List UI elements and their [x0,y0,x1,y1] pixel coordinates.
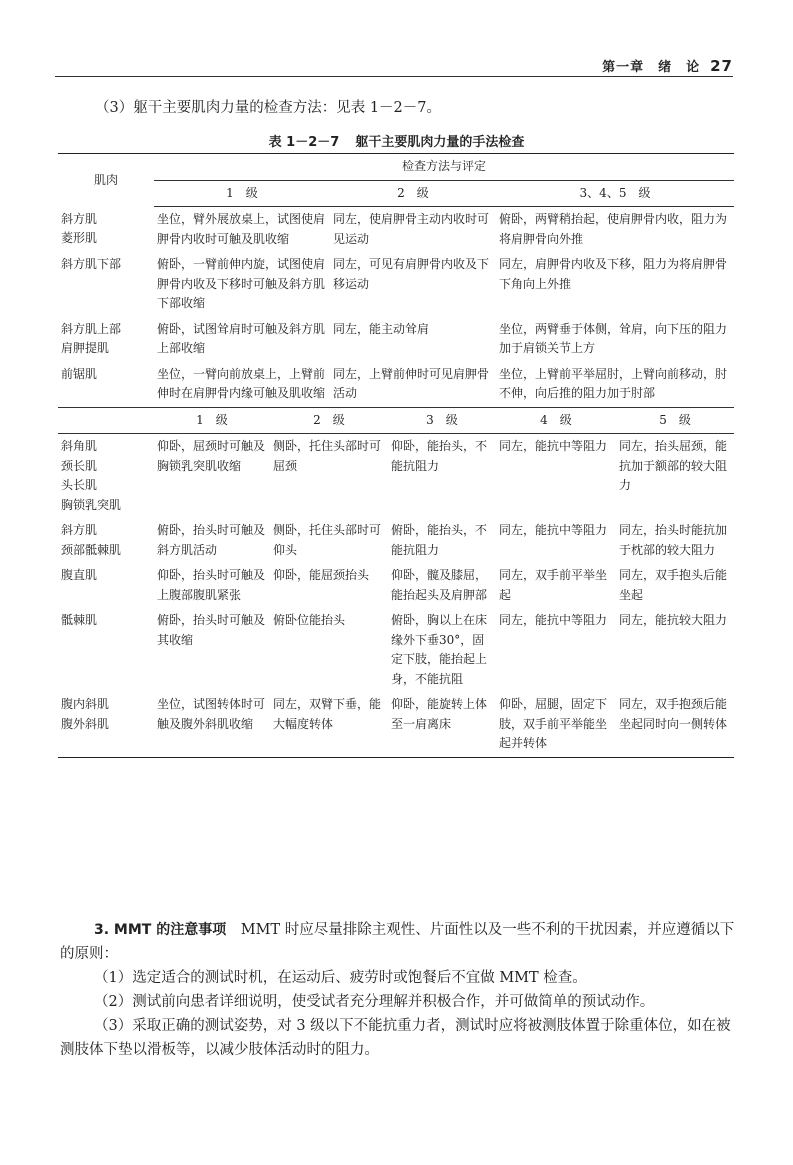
row-muscle: 斜角肌 颈长肌 头长肌 胸锁乳突肌 [61,439,122,512]
page-number: 27 [710,57,733,75]
p2-grade-4: 4 级 [496,407,616,434]
row-muscle: 前锯肌 [61,366,98,381]
row-g3: 俯卧，能抬头，不能抗阻力 [391,523,488,557]
table-row [58,608,734,692]
row-g4: 同左，能抗中等阻力 [499,523,608,537]
row-g1: 俯卧，抬头时可触及斜方肌活动 [157,523,266,557]
table-row [58,207,734,253]
row-g1: 俯卧，一臂前伸内旋，试图使肩胛骨内收及下移时可触及斜方肌下部收缩 [157,257,326,310]
row-muscle: 腹内斜肌 腹外斜肌 [58,692,154,757]
running-title [602,56,733,75]
p2-grade-3: 3 级 [388,407,496,434]
running-header [55,52,733,77]
mmt-point-2: （2）测试前向患者详细说明，使受试者充分理解并积极合作，并可做简单的预试动作。 [94,994,655,1010]
mmt-point-1: （1）选定适合的测试时机，在运动后、疲劳时或饱餐后不宜做 MMT 检查。 [94,970,587,986]
row-g4: 同左，双手前平举坐起 [499,568,608,602]
row-g4: 同左，能抗中等阻力 [499,439,608,453]
p2-grade-1: 1 级 [154,407,270,434]
row-g3: 俯卧，胸以上在床缘外下垂30°，固定下肢，能抬起上身，不能抗阻 [391,613,488,686]
p1-grade-345: 3、4、5 级 [496,180,734,207]
muscle-test-table [58,153,734,758]
intro-line: （3）躯干主要肌肉力量的检查方法：见表 1－2－7。 [95,100,442,116]
row-g2: 同左，可见有肩胛骨内收及下移运动 [333,257,490,291]
chapter-title: 第一章 绪 论 [602,60,701,75]
row-g5: 同左，抬头屈颈，能抗加于额部的较大阻力 [619,439,728,492]
row-g1: 俯卧，试图耸肩时可触及斜方肌上部收缩 [157,321,326,355]
row-g2: 同左，上臂前伸时可见肩胛骨活动 [333,366,490,400]
row-g3: 仰卧，能旋转上体至一肩离床 [388,692,496,757]
row-muscle: 骶棘肌 [61,613,98,627]
row-g2: 仰卧，能屈颈抬头 [273,568,370,582]
row-g1: 俯卧，抬头时可触及其收缩 [157,613,266,647]
table-row [58,252,734,317]
row-g4: 同左，能抗中等阻力 [499,613,608,627]
row-g3: 坐位，上臂前平举屈肘，上臂向前移动，肘不伸，向后推的阻力加于肘部 [499,366,728,400]
row-g1: 仰卧，屈颈时可触及胸锁乳突肌收缩 [157,439,266,473]
row-g1: 坐位，一臂向前放桌上，上臂前伸时在肩胛骨内缘可触及肌收缩 [157,366,326,400]
row-g5: 同左，双手抱颈后能坐起同时向一侧转体 [616,692,734,757]
mmt-point-3: （3）采取正确的测试姿势，对 3 级以下不能抗重力者，测试时应将被测肢体置于除重体位，如在被测肢体下垫以滑板等，以减少肢体活动时的阻力。 [60,1018,731,1058]
row-muscle: 斜方肌下部 [61,257,122,271]
header-muscle: 肌肉 [58,154,154,207]
table-row [58,518,734,563]
table-row [58,362,734,408]
row-g5: 同左，双手抱头后能坐起 [619,568,728,602]
row-g3: 仰卧，髋及膝屈，能抬起头及肩胛部 [391,568,488,602]
table-row [58,692,734,757]
row-muscle: 斜方肌上部 肩胛提肌 [61,321,122,355]
row-g2: 侧卧，托住头部时可屈颈 [273,439,382,473]
row-g2: 同左，使肩胛骨主动内收时可见运动 [333,212,490,246]
row-g2: 同左，双臂下垂，能大幅度转体 [270,692,388,757]
row-g2: 俯卧位能抬头 [273,613,346,627]
row-g1: 坐位，臂外展放桌上，试图使肩胛骨内收时可触及肌收缩 [157,212,326,246]
row-g5: 同左，能抗较大阻力 [619,613,728,627]
row-g2: 同左，能主动耸肩 [333,321,430,336]
p2-grade-5: 5 级 [616,407,734,434]
row-g1: 坐位，试图转体时可触及腹外斜肌收缩 [154,692,270,757]
table-title: 躯干主要肌肉力量的手法检查 [355,135,525,150]
row-muscle: 斜方肌 菱形肌 [61,211,98,245]
row-g3: 坐位，两臂垂于体侧，耸肩，向下压的阻力加于肩锁关节上方 [499,321,728,355]
mmt-heading: 3. MMT 的注意事项 [94,922,227,938]
table-number: 表 1－2－7 [268,135,340,150]
row-g3: 俯卧，两臂稍抬起，使肩胛骨内收，阻力为将肩胛骨向外推 [499,212,728,246]
table-row [58,317,734,362]
mmt-text: MMT 时应尽量排除主观性、片面性以及一些不利的干扰因素，并应遵循以下的原则： [60,922,735,962]
table-row [58,434,734,519]
row-g1: 仰卧，抬头时可触及上腹部腹肌紧张 [157,568,266,602]
p1-grade-1: 1 级 [154,180,330,207]
row-muscle: 斜方肌 颈部骶棘肌 [61,523,122,557]
p2-grade-2: 2 级 [270,407,388,434]
row-g4: 仰卧，屈腿，固定下肢，双手前平举能坐起并转体 [496,692,616,757]
row-g5: 同左，抬头时能抗加于枕部的较大阻力 [619,523,728,557]
header-method: 检查方法与评定 [154,154,734,181]
row-g3: 同左，肩胛骨内收及下移，阻力为将肩胛骨下角向上外推 [499,257,728,291]
row-g3: 仰卧，能抬头，不能抗阻力 [391,439,488,473]
row-muscle: 腹直肌 [61,568,98,582]
p1-grade-2: 2 级 [330,180,496,207]
table-caption [0,131,793,150]
table-row [58,563,734,608]
row-g2: 侧卧，托住头部时可仰头 [273,523,382,557]
mmt-paragraph [60,918,735,966]
